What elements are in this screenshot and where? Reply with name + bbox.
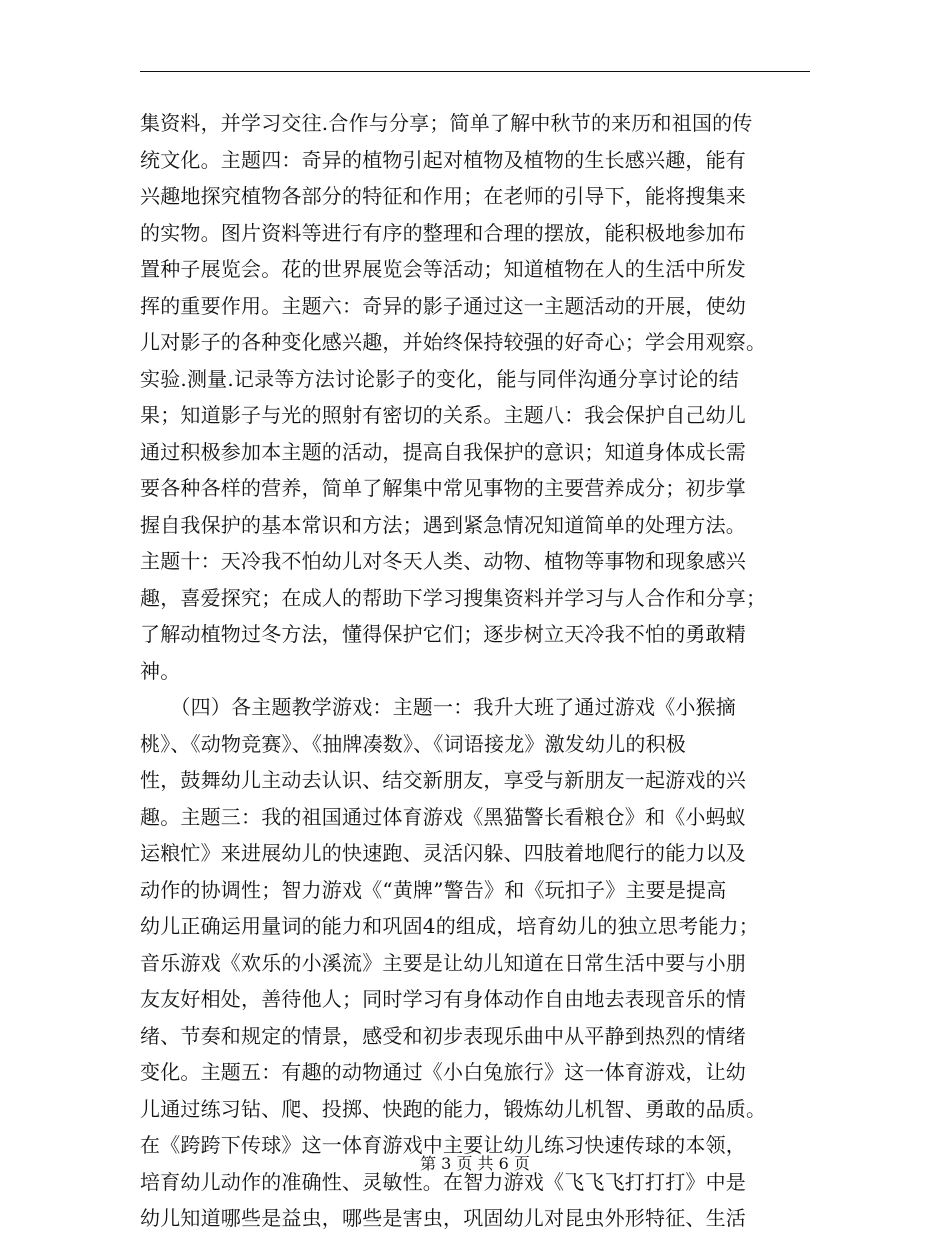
text-line: 儿通过练习钻、爬、投掷、快跑的能力，锻炼幼儿机智、勇敢的品质。 <box>140 1096 767 1121</box>
text-line: 挥的重要作用。主题六：奇异的影子通过这一主题活动的开展，使幼 <box>140 293 746 318</box>
text-line: 动作的协调性；智力游戏《“黄牌”警告》和《玩扣子》主要是提高 <box>140 877 727 902</box>
text-line: 变化。主题五：有趣的动物通过《小白兔旅行》这一体育游戏，让幼 <box>140 1060 746 1084</box>
text-line: 运粮忙》来进展幼儿的快速跑、灵活闪躲、四肢着地爬行的能力以及 <box>140 841 746 865</box>
text-line: 神。 <box>140 658 181 683</box>
text-line: 了解动植物过冬方法，懂得保护它们；逐步树立天冷我不怕的勇敢精 <box>140 622 746 646</box>
body-text <box>140 105 820 1237</box>
text-line: 桃》、《动物竞赛》、《抽牌凑数》、《词语接龙》激发幼儿的积极 <box>140 731 686 756</box>
text-line: 趣，喜爱探究；在成人的帮助下学习搜集资料并学习与人合作和分享； <box>140 585 767 610</box>
text-line: （四）各主题教学游戏：主题一：我升大班了通过游戏《小猴摘 <box>140 695 736 719</box>
text-line: 的实物。图片资料等进行有序的整理和合理的摆放，能积极地参加布 <box>140 220 746 245</box>
text-line: 兴趣地探究植物各部分的特征和作用；在老师的引导下，能将搜集来 <box>140 184 746 208</box>
text-line: 幼儿正确运用量词的能力和巩固4的组成，培育幼儿的独立思考能力； <box>140 914 759 938</box>
text-line: 绪、节奏和规定的情景，感受和初步表现乐曲中从平静到热烈的情绪 <box>140 1023 746 1048</box>
text-line: 性，鼓舞幼儿主动去认识、结交新朋友，享受与新朋友一起游戏的兴 <box>140 768 746 792</box>
text-line: 果；知道影子与光的照射有密切的关系。主题八：我会保护自己幼儿 <box>140 403 746 427</box>
text-line: 音乐游戏《欢乐的小溪流》主要是让幼儿知道在日常生活中要与小朋 <box>140 950 746 975</box>
text-line: 要各种各样的营养，简单了解集中常见事物的主要营养成分；初步掌 <box>140 476 746 500</box>
page-number-footer: 第 3 页 共 6 页 <box>420 1154 530 1173</box>
text-line: 统文化。主题四：奇异的植物引起对植物及植物的生长感兴趣，能有 <box>140 147 746 172</box>
text-line: 主题十：天冷我不怕幼儿对冬天人类、动物、植物等事物和现象感兴 <box>140 549 746 573</box>
text-line: 培育幼儿动作的准确性、灵敏性。在智力游戏《飞飞飞打打打》中是 <box>140 1169 746 1194</box>
text-line: 置种子展览会。花的世界展览会等活动；知道植物在人的生活中所发 <box>140 257 746 281</box>
text-line: 友友好相处，善待他人；同时学习有身体动作自由地去表现音乐的情 <box>140 987 746 1011</box>
text-line: 实验.测量.记录等方法讨论影子的变化，能与同伴沟通分享讨论的结 <box>140 366 739 391</box>
text-line: 儿对影子的各种变化感兴趣，并始终保持较强的好奇心；学会用观察。 <box>140 330 767 354</box>
text-line: 趣。主题三：我的祖国通过体育游戏《黑猫警长看粮仓》和《小蚂蚁 <box>140 804 746 829</box>
text-line: 在《跨跨下传球》这一体育游戏中主要让幼儿练习快速传球的本领， <box>140 1133 746 1157</box>
header-rule <box>140 71 810 72</box>
text-line: 通过积极参加本主题的活动，提高自我保护的意识；知道身体成长需 <box>140 439 746 464</box>
text-line: 握自我保护的基本常识和方法；遇到紧急情况知道简单的处理方法。 <box>140 512 746 537</box>
text-line: 集资料，并学习交往.合作与分享；简单了解中秋节的来历和祖国的传 <box>140 111 753 135</box>
text-line: 幼儿知道哪些是益虫，哪些是害虫，巩固幼儿对昆虫外形特征、生活 <box>140 1206 746 1230</box>
